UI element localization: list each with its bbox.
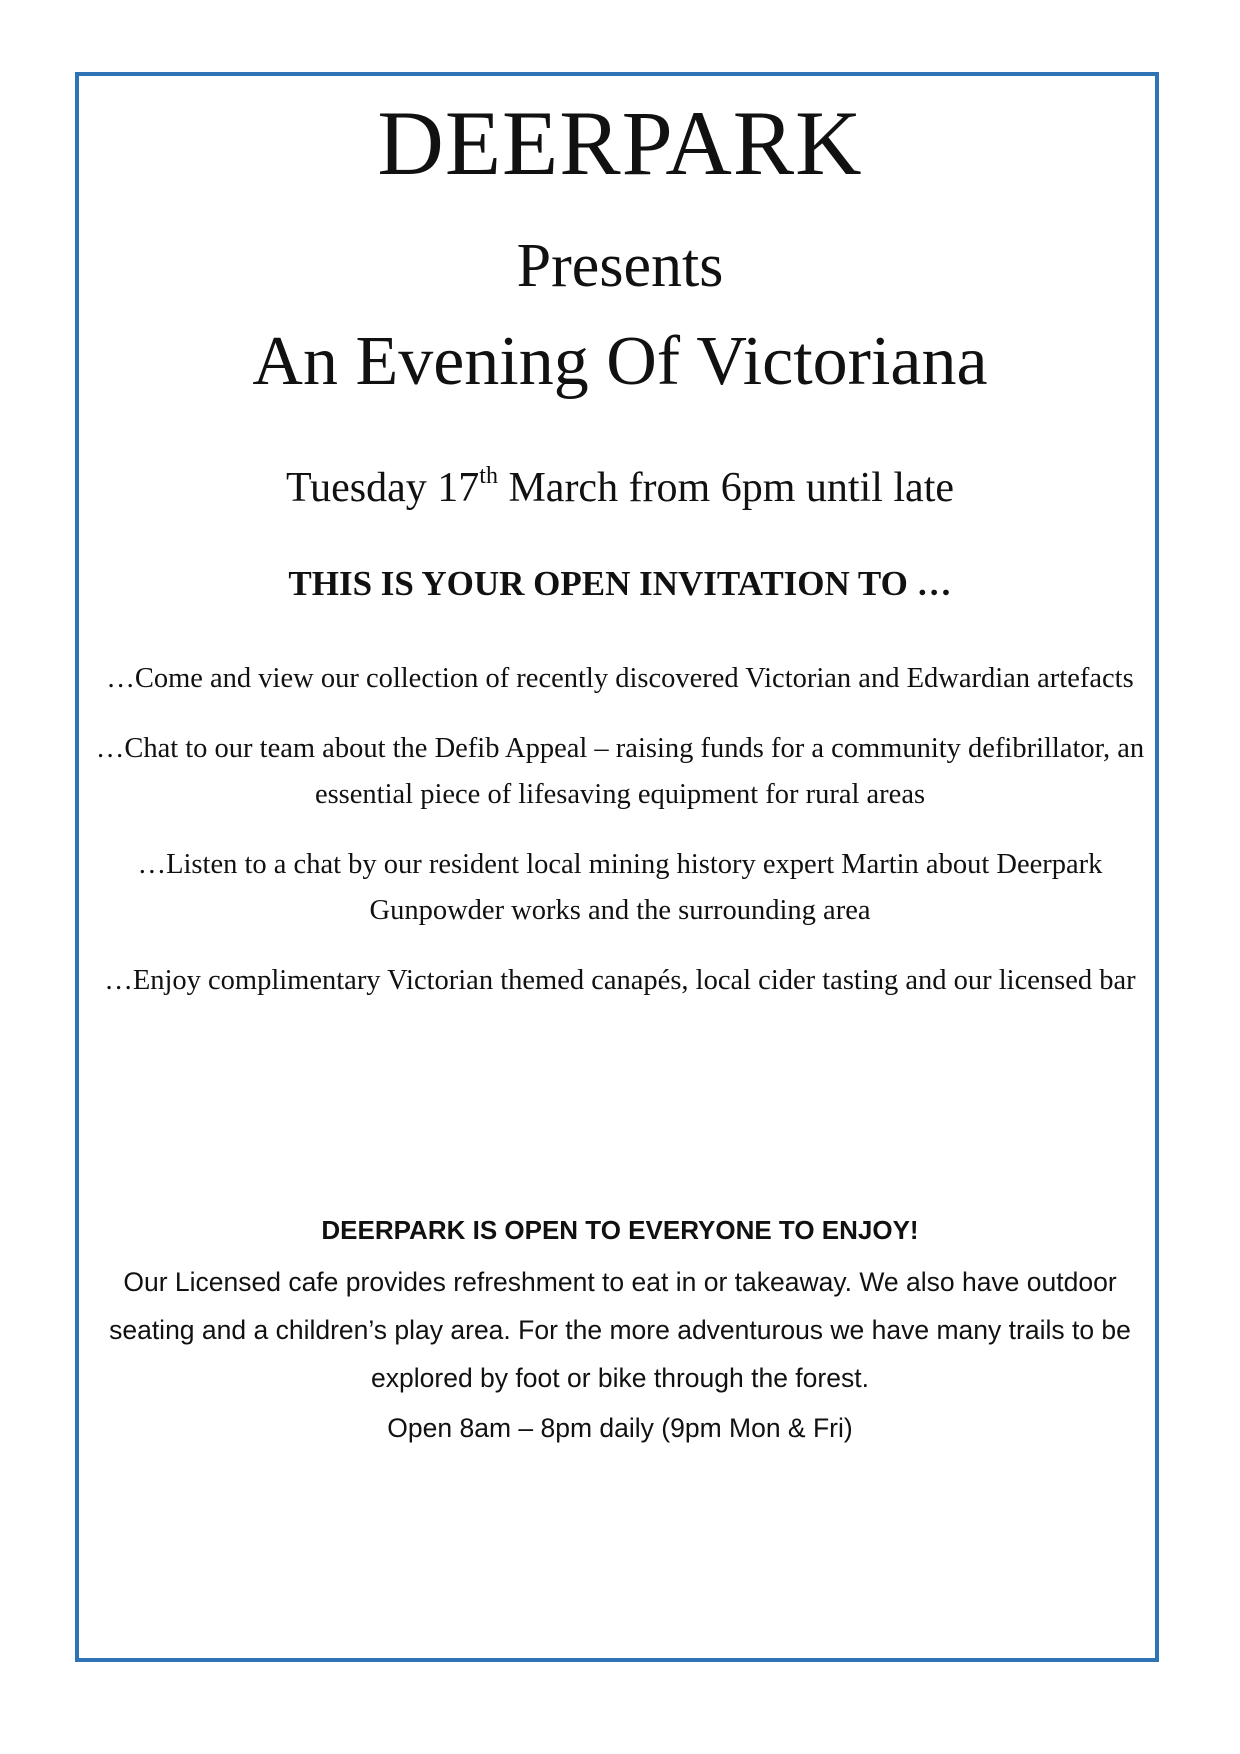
list-item: …Chat to our team about the Defib Appeal – raising funds for a community defibrillator, an essential piece of lifesaving equipment for rural areas: [95, 733, 1145, 810]
opening-hours: Open 8am – 8pm daily (9pm Mon & Fri): [387, 1413, 853, 1443]
event-date: [0, 460, 1240, 516]
list-item: …Come and view our collection of recently discovered Victorian and Edwardian artefacts: [106, 663, 1134, 694]
date-day: Tuesday 17: [285, 465, 480, 511]
open-info-block: [85, 1210, 1155, 1452]
invitation-heading: THIS IS YOUR OPEN INVITATION TO …: [288, 564, 952, 603]
poster-title: DEERPARK: [377, 92, 863, 194]
open-description: Our Licensed cafe provides refreshment to eat in or takeaway. We also have outdoor seating and a children’s play area. For the more adventurous we have many trails to be explored by foot or bike through the forest.: [109, 1267, 1131, 1393]
presents-line: Presents: [516, 232, 724, 300]
list-item: …Enjoy complimentary Victorian themed canapés, local cider tasting and our licensed bar: [104, 965, 1136, 996]
event-name: An Evening Of Victoriana: [252, 323, 988, 400]
invitation-list: [95, 656, 1145, 1028]
open-heading: DEERPARK IS OPEN TO EVERYONE TO ENJOY!: [321, 1215, 919, 1245]
date-rest: March from 6pm until late: [497, 465, 955, 511]
date-ordinal: th: [479, 463, 498, 489]
list-item: …Listen to a chat by our resident local mining history expert Martin about Deerpark Gunpowder works and the surrounding area: [137, 849, 1103, 926]
